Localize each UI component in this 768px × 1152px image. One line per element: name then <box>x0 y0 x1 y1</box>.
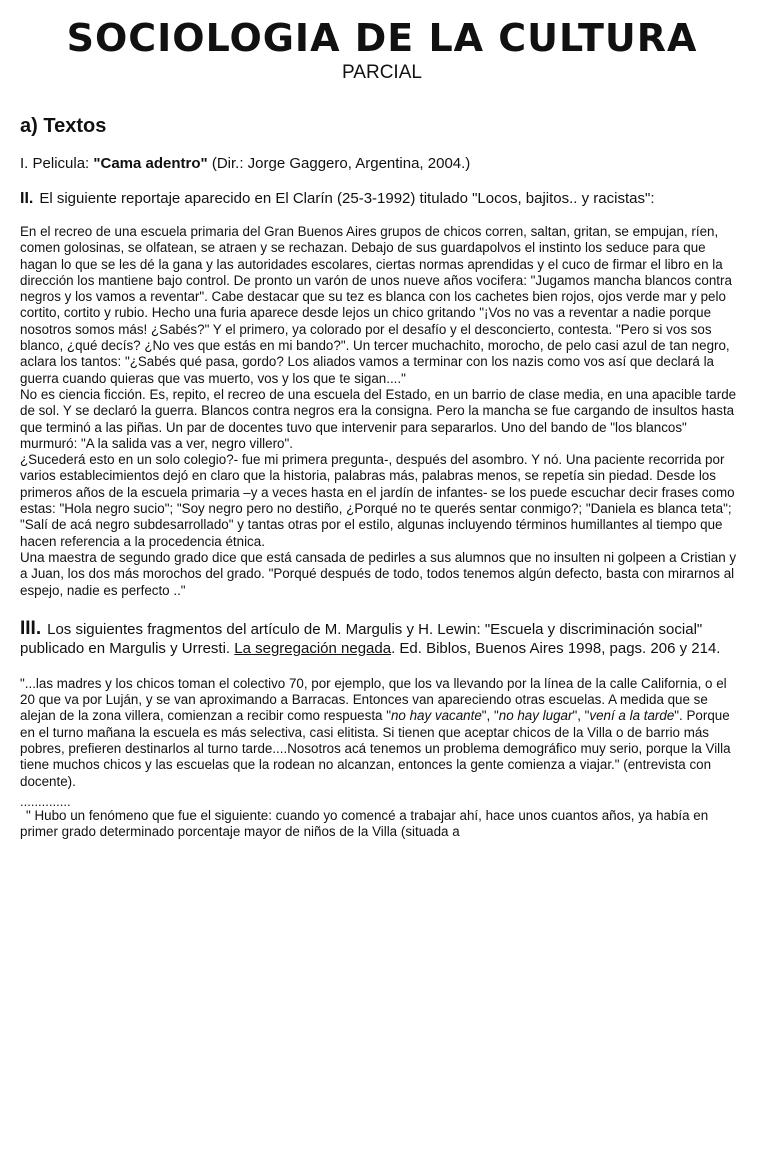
film-title: "Cama adentro" <box>93 155 208 172</box>
article-text <box>20 224 744 599</box>
article-paragraph: En el recreo de una escuela primaria del Gran Buenos Aires grupos de chicos corren, saltan, gritan, se empujan, ríen, comen golosinas, se olfatean, se atraen y se rechazan. Debajo de sus guardapolvos el instinto los seduce para que hagan lo que se les dé la gana y las autoridades escolares, ciertas normas aprendidas y el cuco de firmar el libro en la dirección los mantiene bajo control. De pronto un varón de unos nueve años vocifera: "Jugamos mancha blancos contra negros y los vamos a reventar". Cabe destacar que su tez es blanca con los cachetes bien rojos, ojos verde mar y pelo cortito, cortito y rubio. Hecho una furia aparece desde lejos un chico gritando "¡Vos no vas a reventar a nadie porque nosotros somos más! ¿Sabés?" Y el primero, ya colorado por el desafío y el desconcierto, contesta. "Pero si vos sos blanco, ¿qué decís? ¿No ves que estás en mi bando?". Un tercer muchachito, morocho, de pelo casi azul de tan negro, aclara los tantos: "¿Sabés qué pasa, gordo? Los aliados vamos a terminar con los nazis como vos así que declará la guerra cuando quieras que vas muerto, vos y los que te sigan...." <box>20 224 732 386</box>
item-text: El siguiente reportaje aparecido en El Clarín (25-3-1992) titulado "Locos, bajitos.. y racistas": <box>39 190 655 207</box>
section-label: a) <box>20 115 38 137</box>
quote-italic: no hay lugar <box>498 708 573 724</box>
separator-dots: .............. <box>20 793 71 809</box>
document-page <box>0 18 768 1152</box>
item-text: Los siguientes fragmentos del artículo de M. Margulis y H. Lewin: "Escuela y discriminación social" publicado en Margulis y Urresti. <box>20 620 703 657</box>
quote-italic: no hay vacante <box>390 708 482 724</box>
page-title: SOCIOLOGIA DE LA CULTURA <box>66 16 698 60</box>
book-title: La segregación negada <box>234 639 392 657</box>
article-paragraph: ¿Sucederá esto en un solo colegio?- fue mi primera pregunta-, después del asombro. Y nó. Una paciente recorrida por varios establecimientos dejó en claro que la historia, palabras más, palabras menos, se repetía sin piedad. Desde los primeros años de la escuela primaria –y a veces hasta en el jardín de infantes- se los puede escuchar decir frases como estas: "Hola negro sucio"; "Soy negro pero no destiño, ¿Porqué no te querés sentar conmigo?; "Daniela es blanca teta"; "Salí de acá negro subdesarrollado" y tantas otras por el estilo, algunas incluyendo términos humillantes al tiempo que hacen referencia a la procedencia étnica. <box>20 452 735 549</box>
article-paragraph: No es ciencia ficción. Es, repito, el recreo de una escuela del Estado, en un barrio de clase media, en una apacible tarde de sol. Y se declaró la guerra. Blancos contra negros era la consigna. Pero la mancha se fue cargando de insultos hasta que terminó a las piñas. Un par de docentes tuvo que intervenir para separarlos. Uno del bando de "los blancos" murmuró: "A la salida vas a ver, negro villero". <box>20 386 737 451</box>
item-number: III. <box>20 617 42 639</box>
item-fragments <box>20 619 744 658</box>
quote-paragraph: "...las madres y los chicos toman el colectivo 70, por ejemplo, que los va llevando por la línea de la calle California, o el 20 que va por Luján, y se van aproximando a Barracas. Entonces van apareciendo otras escuelas. A medida que se alejan de la zona villera, comienzan a recibir como respuesta "no hay vacante", "no hay lugar", "vení a la tarde". Porque en el turno mañana la escuela es más selectiva, casi elitista. Si tienen que aceptar chicos de la Villa o de barrio más pobres, prefieren destinarlos al turno tarde....Nosotros acá tenemos un problema demográfico muy serio, porque la Villa tiene muchos chicos y las escuelas que la rodean no alcanzan, entonces la gente comienza a viajar." (entrevista con docente). <box>20 675 731 789</box>
section-title: Textos <box>43 115 107 137</box>
page-subtitle: PARCIAL <box>342 62 422 83</box>
film-credits: (Dir.: Jorge Gaggero, Argentina, 2004.) <box>207 155 471 172</box>
section-heading <box>20 114 744 138</box>
item-prefix: Pelicula: <box>32 155 94 172</box>
quote-italic: vení a la tarde <box>589 708 675 724</box>
item-number: II. <box>20 190 34 207</box>
item-number: I. <box>20 155 29 172</box>
quote-block <box>20 676 744 841</box>
item-text-end: . Ed. Biblos, Buenos Aires 1998, pags. 206 y 214. <box>391 639 721 657</box>
quote-paragraph: " Hubo un fenómeno que fue el siguiente: cuando yo comencé a trabajar ahí, hace unos cuantos años, ya había en primer grado determinado porcentaje mayor de niños de la Villa (situada a <box>20 807 709 840</box>
item-report <box>20 189 744 208</box>
article-paragraph: Una maestra de segundo grado dice que está cansada de pedirles a sus alumnos que no insulten ni golpeen a Cristian y a Juan, los dos más morochos del grado. "Porqué después de todo, todos tenemos algún defecto, basta con mirarnos al espejo, nadie es perfecto .." <box>20 549 737 598</box>
item-film <box>20 154 744 173</box>
